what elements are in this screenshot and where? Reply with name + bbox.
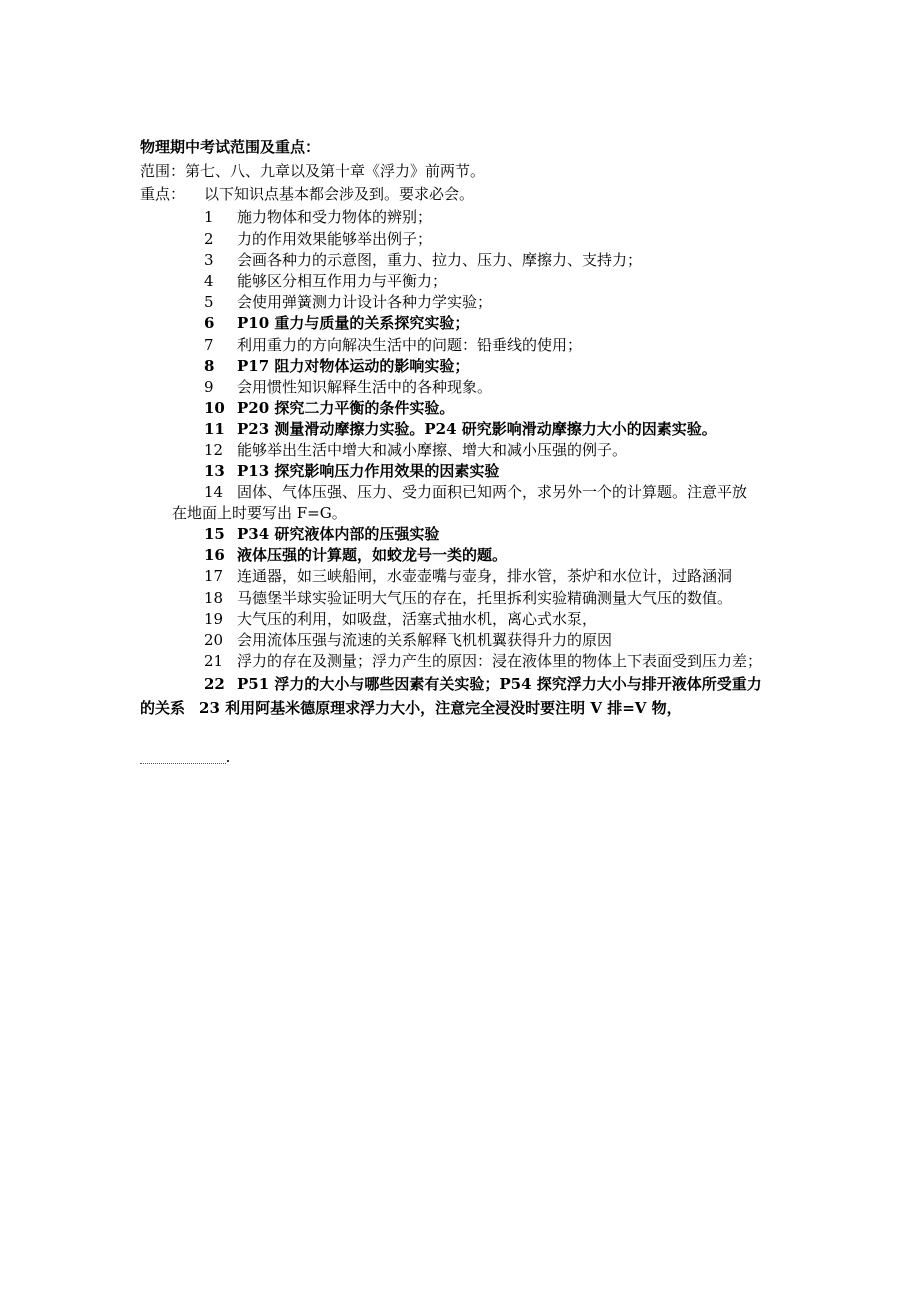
list-item-text: 能够举出生活中增大和减小摩擦、增大和减小压强的例子。 xyxy=(237,441,628,459)
list-item-text: 连通器，如三峡船闸，水壶壶嘴与壶身，排水管，茶炉和水位计，过路涵洞 xyxy=(237,567,733,585)
list-item-number: 4 xyxy=(204,272,214,290)
list-item-number: 2 xyxy=(204,230,214,248)
item-22-23-line xyxy=(140,698,682,719)
list-item xyxy=(204,461,499,482)
list-item-text: 利用阿基米德原理求浮力大小，注意完全浸没时要注明 V 排=V 物， xyxy=(225,699,682,717)
list-item xyxy=(204,271,447,292)
list-item xyxy=(204,524,439,545)
list-item xyxy=(204,313,469,334)
list-item-text: 会使用弹簧测力计设计各种力学实验； xyxy=(237,293,493,311)
list-item-number: 21 xyxy=(204,652,224,670)
list-item xyxy=(204,398,454,419)
list-item-number: 15 xyxy=(204,525,225,543)
list-item-text: P13 探究影响压力作用效果的因素实验 xyxy=(237,462,500,480)
list-item xyxy=(204,566,732,587)
list-item-number: 9 xyxy=(204,378,214,396)
list-item xyxy=(204,609,597,630)
list-item-text: P10 重力与质量的关系探究实验； xyxy=(237,314,470,332)
list-item xyxy=(204,482,747,503)
list-item-number: 6 xyxy=(204,314,215,332)
list-item-number: 5 xyxy=(204,293,214,311)
list-item-number: 18 xyxy=(204,589,224,607)
list-item-number: 19 xyxy=(204,610,224,628)
list-item xyxy=(204,651,762,672)
list-item-text: 能够区分相互作用力与平衡力； xyxy=(237,272,448,290)
list-item xyxy=(204,207,432,228)
list-item-number: 17 xyxy=(204,567,224,585)
list-item xyxy=(204,588,732,609)
list-item xyxy=(204,356,469,377)
list-item-text: 力的作用效果能够举出例子； xyxy=(237,230,433,248)
list-item-text: P23 测量滑动摩擦力实验。P24 研究影响滑动摩擦力大小的因素实验。 xyxy=(237,420,717,438)
list-item-text: 浮力的存在及测量；浮力产生的原因：浸在液体里的物体上下表面受到压力差； xyxy=(237,652,763,670)
list-item-number: 10 xyxy=(204,399,225,417)
focus-intro: 以下知识点基本都会涉及到。要求必会。 xyxy=(204,185,475,203)
list-item-text: P34 研究液体内部的压强实验 xyxy=(237,525,440,543)
list-item-number: 13 xyxy=(204,462,225,480)
document-title: 物理期中考试范围及重点： xyxy=(140,138,321,156)
list-item-number: 7 xyxy=(204,336,214,354)
list-item xyxy=(204,545,507,566)
list-item xyxy=(204,229,432,250)
list-item-number: 14 xyxy=(204,483,224,501)
exam-scope: 范围：第七、八、九章以及第十章《浮力》前两节。 xyxy=(140,162,486,180)
list-item-text: 会用流体压强与流速的关系解释飞机机翼获得升力的原因 xyxy=(237,631,613,649)
list-item-text: 施力物体和受力物体的辨别； xyxy=(237,208,433,226)
footer-dot xyxy=(227,760,229,762)
item-22-continuation: 的关系 xyxy=(140,699,186,717)
list-item xyxy=(204,335,582,356)
focus-label: 重点： xyxy=(140,185,186,203)
list-item-text: 液体压强的计算题，如蛟龙号一类的题。 xyxy=(237,546,508,564)
list-item-number: 11 xyxy=(204,420,225,438)
list-item xyxy=(204,630,612,651)
list-item xyxy=(204,440,627,461)
list-item xyxy=(204,419,717,440)
list-item-number: 3 xyxy=(204,251,214,269)
footer-dotted-rule xyxy=(140,763,226,764)
list-item xyxy=(204,292,492,313)
item-14-continuation: 在地面上时要写出 F=G。 xyxy=(172,504,347,522)
list-item-number: 12 xyxy=(204,441,224,459)
list-item xyxy=(204,250,642,271)
list-item-text: P17 阻力对物体运动的影响实验； xyxy=(237,357,470,375)
list-item-text: 利用重力的方向解决生活中的问题：铅垂线的使用； xyxy=(237,336,583,354)
list-item-number: 1 xyxy=(204,208,214,226)
list-item xyxy=(204,377,492,398)
list-item-number: 20 xyxy=(204,631,224,649)
list-item-text: P20 探究二力平衡的条件实验。 xyxy=(237,399,455,417)
list-item-number: 8 xyxy=(204,357,215,375)
list-item-text: 固体、气体压强、压力、受力面积已知两个，求另外一个的计算题。注意平放 xyxy=(237,483,748,501)
list-item-text: 会用惯性知识解释生活中的各种现象。 xyxy=(237,378,493,396)
list-item-text: 大气压的利用，如吸盘，活塞式抽水机，离心式水泵， xyxy=(237,610,598,628)
focus-heading xyxy=(140,184,474,205)
list-item-text: 马德堡半球实验证明大气压的存在，托里拆利实验精确测量大气压的数值。 xyxy=(237,589,733,607)
list-item-text: P51 浮力的大小与哪些因素有关实验；P54 探究浮力大小与排开液体所受重力 xyxy=(237,675,762,693)
list-item-number: 23 xyxy=(199,699,220,717)
list-item xyxy=(204,674,762,695)
list-item-text: 会画各种力的示意图，重力、拉力、压力、摩擦力、支持力； xyxy=(237,251,643,269)
list-item-number: 22 xyxy=(204,675,225,693)
list-item-number: 16 xyxy=(204,546,225,564)
